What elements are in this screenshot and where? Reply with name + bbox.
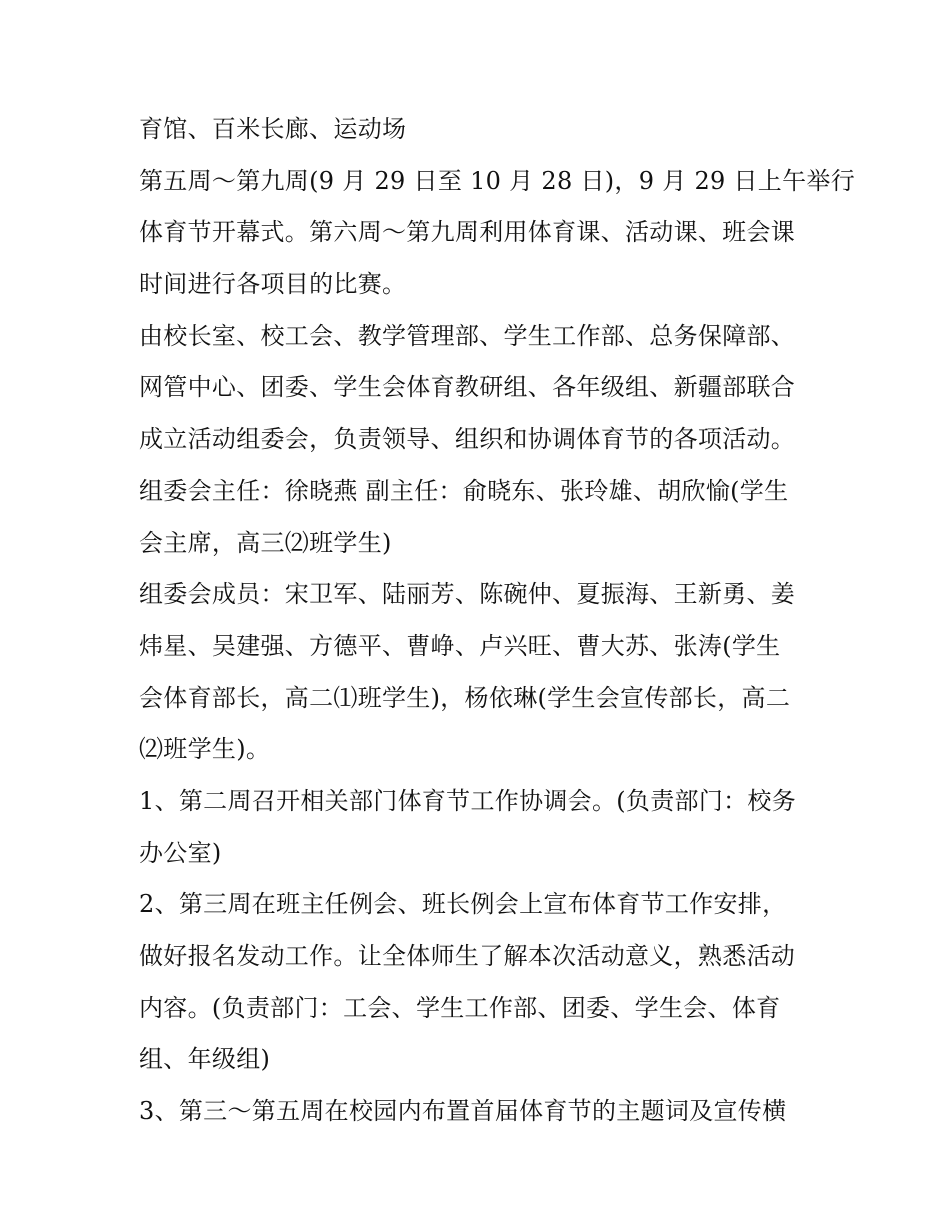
document-body (139, 104, 856, 1138)
text-line: 会体育部长，高二⑴班学生)，杨依琳(学生会宣传部长，高二 (139, 683, 791, 712)
text-line: 网管中心、团委、学生会体育教研组、各年级组、新疆部联合 (139, 373, 796, 402)
text-line: 组委会主任：徐晓燕 副主任：俞晓东、张玲雄、胡欣愉(学生 (139, 476, 789, 505)
text-line: 办公室) (139, 838, 222, 867)
text-line: 体育节开幕式。第六周～第九周利用体育课、活动课、班会课 (139, 218, 796, 247)
text-line: 会主席，高三⑵班学生) (139, 528, 392, 557)
text-line: 2、第三周在班主任例会、班长例会上宣布体育节工作安排， (139, 890, 787, 919)
text-line: 第五周～第九周(9 月 29 日至 10 月 28 日)，9 月 29 日上午举行 (139, 166, 856, 195)
text-line: 育馆、百米长廊、运动场 (139, 115, 407, 143)
text-line: 成立活动组委会，负责领导、组织和协调体育节的各项活动。 (139, 425, 796, 454)
text-line: 由校长室、校工会、教学管理部、学生工作部、总务保障部、 (139, 321, 796, 350)
text-line: ⑵班学生)。 (139, 735, 271, 764)
text-line: 组、年级组) (139, 1045, 271, 1074)
text-line: 炜星、吴建强、方德平、曹峥、卢兴旺、曹大苏、张涛(学生 (139, 631, 781, 660)
text-line: 3、第三～第五周在校园内布置首届体育节的主题词及宣传横 (139, 1097, 787, 1126)
text-line: 内容。(负责部门：工会、学生工作部、团委、学生会、体育 (139, 993, 781, 1022)
text-line: 做好报名发动工作。让全体师生了解本次活动意义，熟悉活动 (139, 942, 796, 970)
text-line: 1、第二周召开相关部门体育节工作协调会。(负责部门：校务 (139, 786, 797, 815)
text-line: 组委会成员：宋卫军、陆丽芳、陈碗仲、夏振海、王新勇、姜 (139, 580, 796, 609)
text-line: 时间进行各项目的比赛。 (139, 270, 407, 299)
